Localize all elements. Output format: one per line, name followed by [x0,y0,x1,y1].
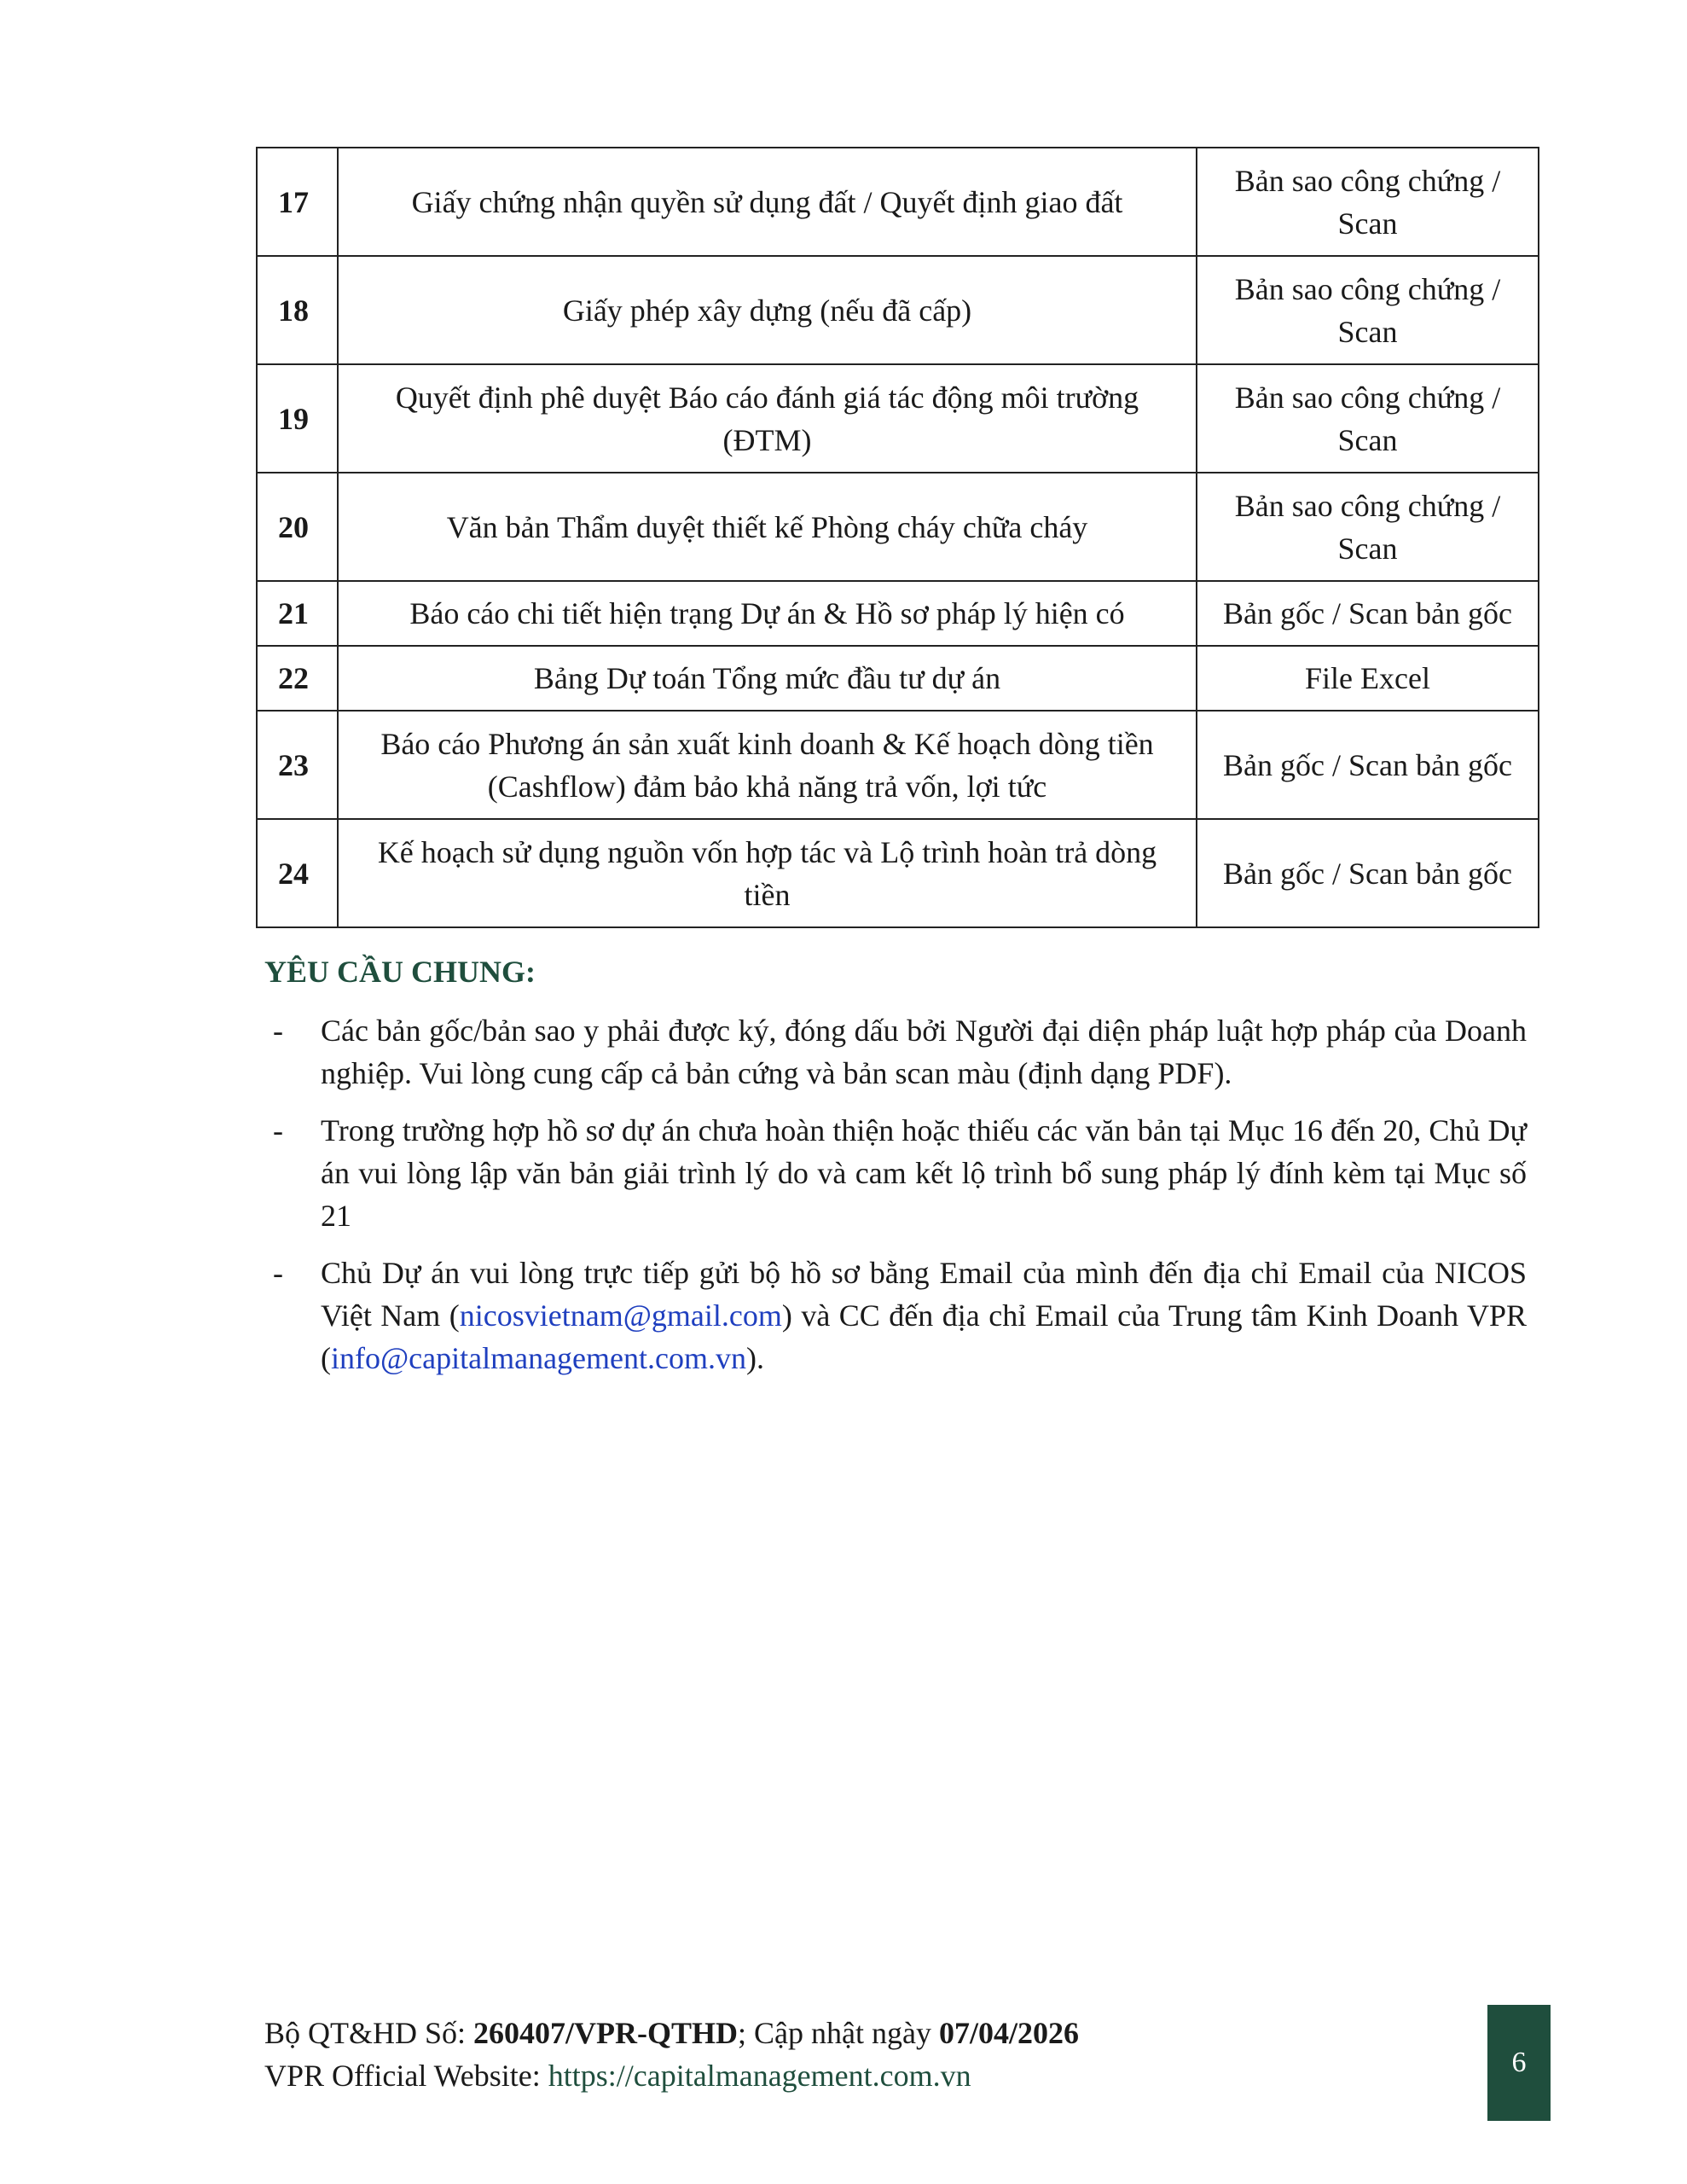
document-form: File Excel [1197,646,1539,711]
page-number-badge [1487,2005,1551,2121]
row-number: 18 [257,256,338,364]
page-number: 6 [1511,2047,1527,2078]
document-name [338,819,1197,927]
document-name [338,364,1197,473]
document-form [1197,364,1539,473]
form-line: Scan [1337,314,1398,349]
website-line [264,2054,1079,2097]
document-form: Bản gốc / Scan bản gốc [1197,581,1539,646]
list-item [256,1009,1527,1095]
form-line: Scan [1337,206,1398,241]
name-line: Kế hoạch sử dụng nguồn vốn hợp tác và Lộ trình hoàn trả dòng [377,834,1157,869]
doc-number: 260407/VPR-QTHD [473,2016,739,2050]
nicos-email-link[interactable]: nicosvietnam@gmail.com [459,1298,782,1333]
list-item [256,1252,1527,1380]
table-row [257,819,1539,927]
website-link[interactable]: https://capitalmanagement.com.vn [548,2059,971,2093]
page-footer [264,2012,1079,2097]
form-line: Scan [1337,422,1398,457]
form-line: Bản sao công chứng / [1234,380,1501,415]
document-form [1197,256,1539,364]
row-number: 23 [257,711,338,819]
document-form: Bản gốc / Scan bản gốc [1197,819,1539,927]
row-number: 20 [257,473,338,581]
update-date: 07/04/2026 [938,2016,1079,2050]
row-number: 19 [257,364,338,473]
table-row [257,646,1539,711]
table-row [257,711,1539,819]
table-row [257,148,1539,256]
bullet-dash: - [273,1256,283,1290]
name-line: (Cashflow) đảm bảo khả năng trả vốn, lợi tức [487,769,1047,804]
document-reference [264,2012,1079,2054]
requirement-text: ). [745,1341,764,1375]
vpr-email-link[interactable]: info@capitalmanagement.com.vn [331,1341,746,1375]
document-name [338,711,1197,819]
document-form [1197,148,1539,256]
name-line: Báo cáo Phương án sản xuất kinh doanh & Kế hoạch dòng tiền [380,726,1154,761]
form-line: Scan [1337,531,1398,566]
list-item [256,1109,1527,1237]
section-heading: YÊU CẦU CHUNG: [264,955,536,989]
bullet-dash: - [273,1113,283,1147]
bullet-dash: - [273,1014,283,1048]
name-line: tiền [744,877,791,912]
table-row [257,581,1539,646]
document-form [1197,473,1539,581]
table-row [257,364,1539,473]
form-line: Bản sao công chứng / [1234,163,1501,198]
row-number: 22 [257,646,338,711]
documents-table [256,147,1539,928]
requirements-list [256,1009,1527,1394]
document-name: Văn bản Thẩm duyệt thiết kế Phòng cháy chữa cháy [338,473,1197,581]
table-row [257,256,1539,364]
document-name: Giấy chứng nhận quyền sử dụng đất / Quyết định giao đất [338,148,1197,256]
row-number: 17 [257,148,338,256]
requirement-text: Chủ Dự án vui lòng trực tiếp gửi bộ hồ sơ bằng Email của mình đến địa chỉ Email của NICOS Việt Nam ( [321,1256,1527,1333]
name-line: Quyết định phê duyệt Báo cáo đánh giá tác động môi trường [395,380,1139,415]
website-label: VPR Official Website: [264,2059,548,2093]
requirement-text: ) và CC đến địa chỉ Email của Trung tâm Kinh Doanh VPR ( [321,1298,1527,1375]
form-line: Bản sao công chứng / [1234,271,1501,306]
document-name: Báo cáo chi tiết hiện trạng Dự án & Hồ sơ pháp lý hiện có [338,581,1197,646]
row-number: 24 [257,819,338,927]
document-name: Giấy phép xây dựng (nếu đã cấp) [338,256,1197,364]
requirement-text: Các bản gốc/bản sao y phải được ký, đóng dấu bởi Người đại diện pháp luật hợp pháp của Doanh nghiệp. Vui lòng cung cấp cả bản cứng và bản scan màu (định dạng PDF). [321,1014,1527,1090]
form-line: Bản sao công chứng / [1234,488,1501,523]
document-name: Bảng Dự toán Tổng mức đầu tư dự án [338,646,1197,711]
update-label: ; Cập nhật ngày [738,2016,939,2050]
table-row [257,473,1539,581]
name-line: (ĐTM) [722,422,812,457]
document-form: Bản gốc / Scan bản gốc [1197,711,1539,819]
row-number: 21 [257,581,338,646]
requirement-text: Trong trường hợp hồ sơ dự án chưa hoàn thiện hoặc thiếu các văn bản tại Mục 16 đến 20, Chủ Dự án vui lòng lập văn bản giải trình lý do và cam kết lộ trình bổ sung pháp lý đính kèm tại Mục số 21 [321,1113,1527,1233]
doc-label: Bộ QT&HD Số: [264,2016,474,2050]
